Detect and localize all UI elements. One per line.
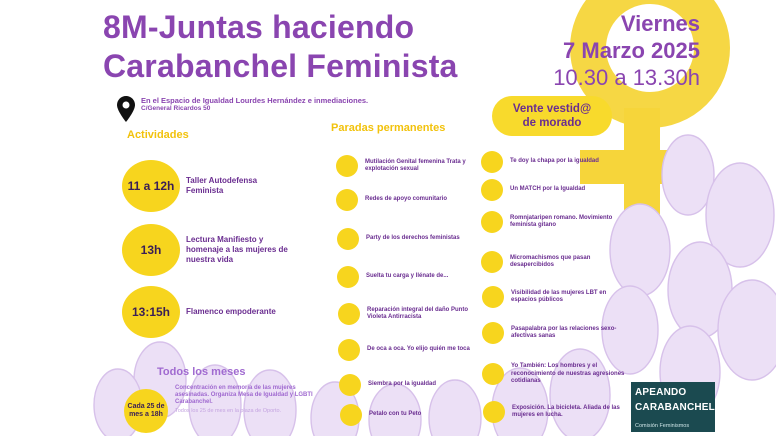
stop-item (336, 155, 483, 177)
monthly-badge: Cada 25 de mes a 18h (124, 389, 168, 433)
stop-dot (481, 179, 503, 201)
dress-code-line-2: de morado (522, 117, 582, 129)
activity-text: Lectura Manifiesto y homenaje a las mujeres de nuestra vida (186, 235, 288, 264)
stop-item (337, 228, 484, 250)
location (117, 96, 368, 122)
monthly-heading: Todos los meses (157, 366, 246, 378)
stop-item (340, 404, 487, 426)
stop-dot (337, 228, 359, 250)
activities-heading: Actividades (127, 129, 189, 141)
stop-dot (483, 401, 505, 423)
stop-text: Te doy la chapa por la igualdad (510, 158, 599, 165)
stop-text: Pasapalabra por las relaciones sexo-afectivas sanas (511, 325, 617, 339)
stop-dot (336, 155, 358, 177)
activity-item (122, 286, 294, 338)
stop-item (481, 251, 628, 273)
stop-item (337, 266, 484, 288)
activity-item (122, 160, 294, 212)
activity-time: 13h (122, 224, 180, 276)
stop-dot (482, 286, 504, 308)
stop-item (338, 339, 485, 361)
stop-text: Redes de apoyo comunitario (365, 196, 448, 203)
location-line-1: En el Espacio de Igualdad Lourdes Hernández e inmediaciones. (141, 96, 369, 105)
stop-dot (340, 404, 362, 426)
stop-text: Romnjataripen romano. Movimiento feminista gitano (510, 214, 613, 228)
title-line-1: 8M-Juntas haciendo (103, 9, 415, 45)
monthly-subtext: Todos los 25 de mes en la plaza de Oporto. (175, 408, 282, 414)
dress-code-line-1: Vente vestid@ (512, 103, 592, 115)
page-title (103, 8, 458, 86)
stop-item (481, 211, 628, 233)
stop-text: Exposición. La bicicleta. Aliada de las mujeres en lucha. (512, 404, 620, 418)
stop-item (482, 322, 629, 344)
title-line-2: Carabanchel Feminista (103, 48, 458, 84)
stop-text: Visibilidad de las mujeres LBT en espacios públicos (511, 289, 607, 303)
stop-text: Micromachismos que pasan desapercibidos (510, 254, 591, 268)
stop-item (338, 303, 485, 325)
stop-item (482, 286, 629, 308)
stop-item (339, 374, 486, 396)
stop-text: Party de los derechos feministas (366, 235, 460, 242)
stop-dot (339, 374, 361, 396)
event-date: 7 Marzo 2025 (563, 38, 700, 63)
stop-dot (482, 363, 504, 385)
map-pin-icon (117, 96, 135, 122)
logo-line-1: APEANDO (635, 387, 687, 398)
stop-dot (481, 211, 503, 233)
event-time: 10.30 a 13.30h (553, 65, 700, 90)
monthly-text: Concentración en memoria de las mujeres asesinadas. Organiza Mesa de Igualdad y LGBTI Carabanchel. (175, 385, 313, 406)
stop-dot (338, 303, 360, 325)
event-day: Viernes (620, 11, 700, 36)
date-block (553, 10, 700, 92)
stop-dot (481, 251, 503, 273)
stop-text: De oca a oca. Yo elijo quién me toca (367, 346, 470, 353)
location-line-2: C/General Ricardos 50 (141, 105, 211, 112)
stop-item (481, 179, 628, 201)
stop-text: Mutilación Genital femenina Trata y explotación sexual (365, 158, 466, 172)
logo-line-2: CARABANCHEL (635, 402, 715, 413)
activity-time: 11 a 12h (122, 160, 180, 212)
activity-time: 13:15h (122, 286, 180, 338)
dress-code-badge (492, 96, 612, 136)
stop-dot (481, 151, 503, 173)
stop-item (483, 401, 630, 423)
stop-dot (337, 266, 359, 288)
stop-dot (482, 322, 504, 344)
stop-text: Siembra por la igualdad (368, 381, 437, 388)
stop-dot (338, 339, 360, 361)
stop-dot (336, 189, 358, 211)
activity-text: Taller Autodefensa Feminista (186, 176, 258, 195)
stop-item (482, 363, 629, 386)
stop-text: Petalo con tu Peto (369, 411, 422, 418)
activity-item (122, 224, 294, 276)
stop-item (336, 189, 483, 211)
stop-item (481, 151, 628, 173)
stops-heading: Paradas permanentes (331, 122, 446, 134)
stop-text: Yo También: Los hombres y el reconocimiento de nuestras agresiones cotidianas (511, 363, 625, 384)
stop-text: Un MATCH por la Igualdad (510, 186, 586, 193)
location-text (141, 96, 368, 113)
stop-text: Suelta tu carga y llénate de... (366, 273, 449, 280)
logo-line-3: Comisión Feminismos (635, 423, 690, 429)
apeando-carabanchel-logo (631, 382, 715, 432)
activity-text: Flamenco empoderante (186, 307, 276, 316)
stop-text: Reparación integral del daño Punto Violeta Antirracista (367, 306, 469, 320)
